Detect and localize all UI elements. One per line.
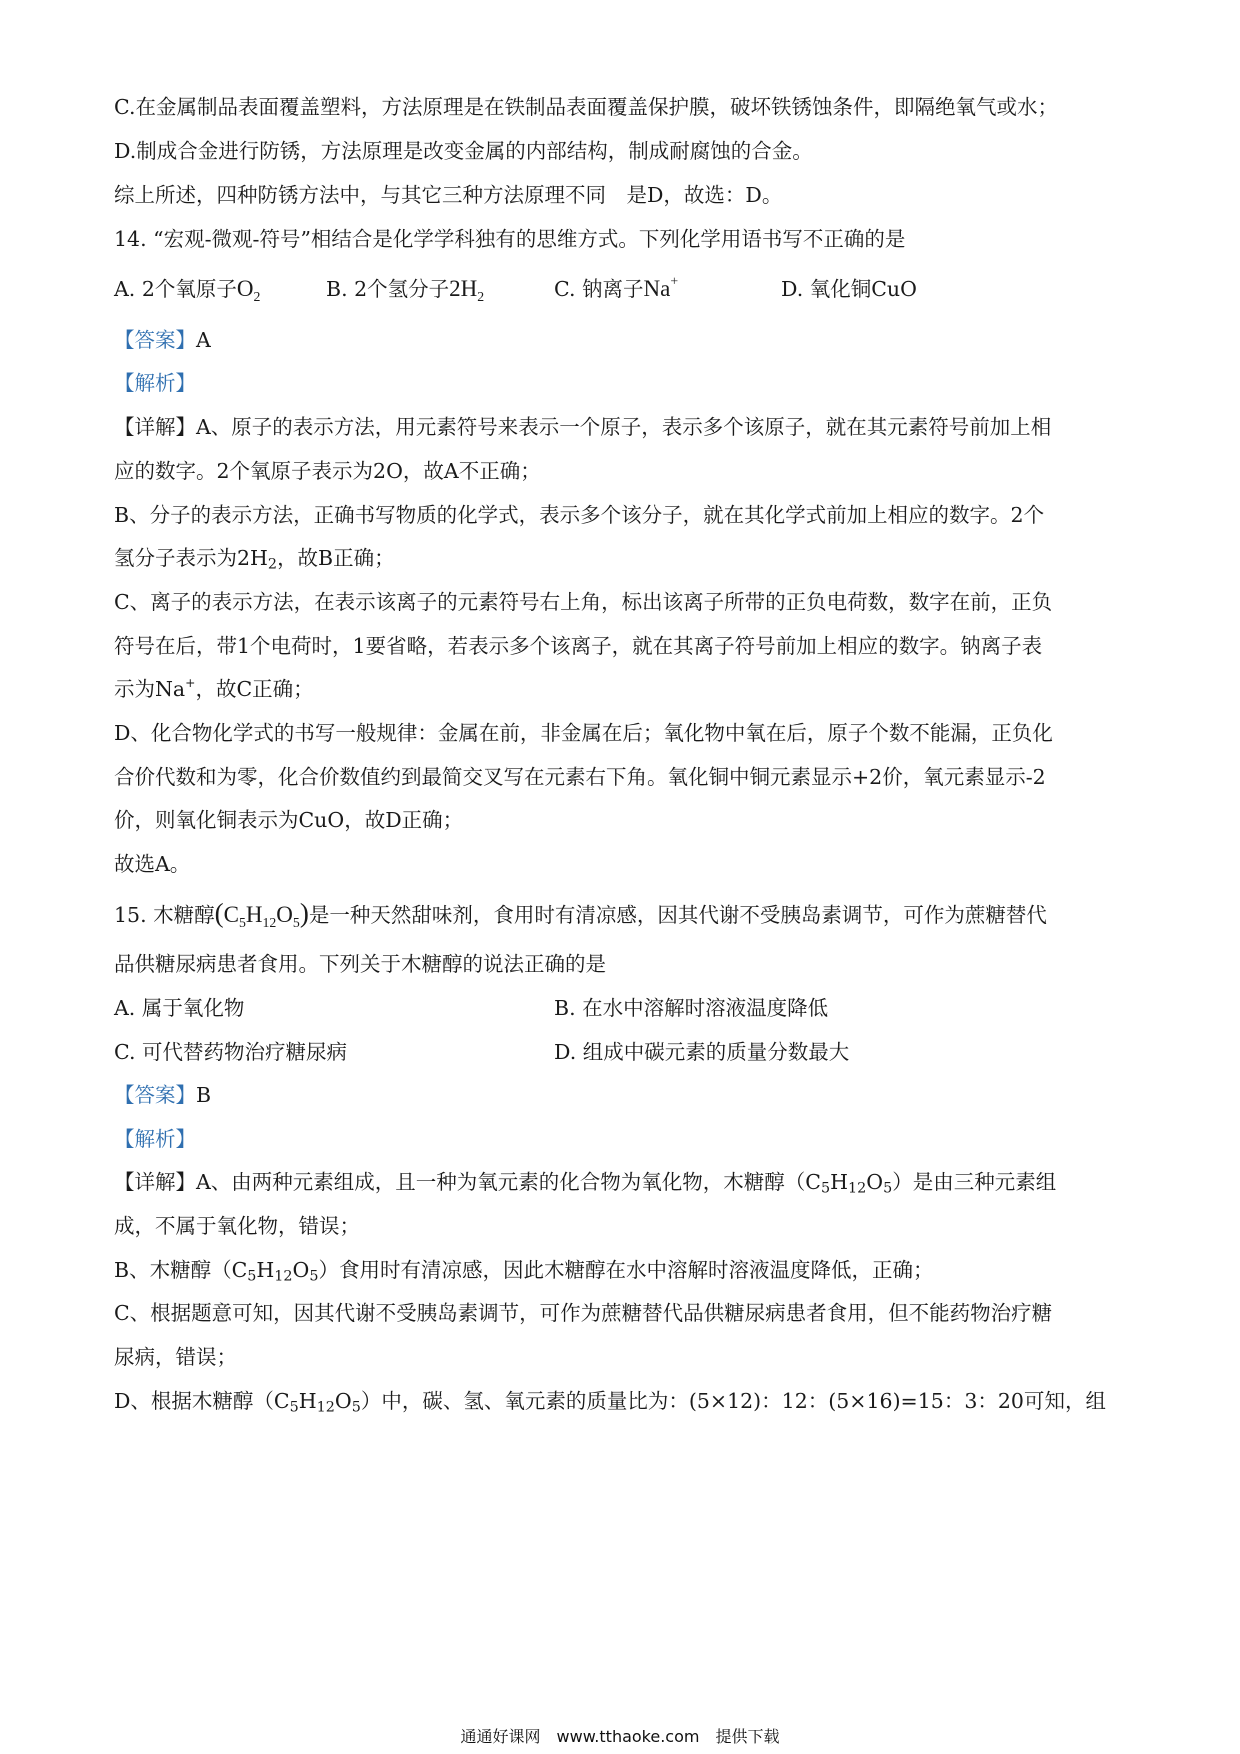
text-line: 应的数字。2个氧原子表示为2O，故A不正确； [114, 459, 541, 483]
answer-line [114, 1080, 211, 1110]
text-line: 合价代数和为零，化合价数值约到最简交叉写在元素右下角。氧化铜中铜元素显示+2价，氧元素显示-2 [114, 765, 1046, 789]
text-line: 品供糖尿病患者食用。下列关于木糖醇的说法正确的是 [114, 952, 606, 976]
text-line: 符号在后，带1个电荷时，1要省略，若表示多个该离子，就在其离子符号前加上相应的数字。钠离子表 [114, 634, 1043, 658]
option-c: C. 钠离子Na+ [554, 273, 679, 301]
formula: $O_2$ [236, 276, 261, 304]
text-line: D、根据木糖醇（C5H12O5）中，碳、氢、氧元素的质量比为：(5×12)：12：(5×16)=15：3：20可知，组 [114, 1389, 1106, 1416]
text-line: 示为Na+，故C正确； [114, 675, 314, 701]
option-a: A. 属于氧化物 [114, 996, 245, 1020]
option-b: B. 在水中溶解时溶液温度降低 [554, 996, 829, 1020]
detail-tag: 【详解】 [114, 415, 196, 439]
page-footer: 通通好课网 www.tthaoke.com 提供下载 [460, 1727, 780, 1746]
formula: $2H_2$ [449, 276, 485, 304]
answer-value: A [196, 328, 211, 352]
detail-tag: 【详解】 [114, 1170, 196, 1194]
text-line: 综上所述，四种防锈方法中，与其它三种方法原理不同 是D，故选：D。 [114, 183, 783, 207]
text-line: C.在金属制品表面覆盖塑料，方法原理是在铁制品表面覆盖保护膜，破坏铁锈蚀条件，即隔绝氧气或水； [114, 95, 1058, 119]
text-line: B、分子的表示方法，正确书写物质的化学式，表示多个该分子，就在其化学式前加上相应的数字。2个 [114, 503, 1045, 527]
answer-tag: 【答案】 [114, 328, 196, 352]
text-line: 故选A。 [114, 852, 191, 876]
option-d: D. 氧化铜CuO [781, 277, 917, 301]
option-a: A. 2个氧原子$O_2$ [114, 276, 261, 304]
text-line: C、离子的表示方法，在表示该离子的元素符号右上角，标出该离子所带的正负电荷数，数字在前，正负 [114, 590, 1053, 614]
option-b: B. 2个氢分子$2H_2$ [326, 276, 485, 304]
answer-line [114, 325, 211, 355]
option-d: D. 组成中碳元素的质量分数最大 [554, 1040, 850, 1064]
text-line: D、化合物化学式的书写一般规律：金属在前，非金属在后；氧化物中氧在后，原子个数不能漏，正负化 [114, 721, 1053, 745]
detail-line: 【详解】A、由两种元素组成，且一种为氧元素的化合物为氧化物，木糖醇（C5H12O5）是由三种元素组 [114, 1170, 1057, 1197]
question-14-stem: 14. “宏观-微观-符号”相结合是化学学科独有的思维方式。下列化学用语书写不正确的是 [114, 227, 906, 251]
text-line: 氢分子表示为2H2，故B正确； [114, 546, 395, 573]
option-c: C. 可代替药物治疗糖尿病 [114, 1040, 347, 1064]
analysis-tag: 【解析】 [114, 1127, 196, 1151]
question-15-stem: 15. 木糖醇$(C_5H_{12}O_5)$是一种天然甜味剂，食用时有清凉感，因其代谢不受胰岛素调节，可作为蔗糖替代 [114, 898, 1047, 930]
answer-value: B [196, 1083, 212, 1107]
detail-line: 【详解】A、原子的表示方法，用元素符号来表示一个原子，表示多个该原子，就在其元素符号前加上相 [114, 415, 1052, 439]
text-line: D.制成合金进行防锈，方法原理是改变金属的内部结构，制成耐腐蚀的合金。 [114, 139, 813, 163]
text-line: C、根据题意可知，因其代谢不受胰岛素调节，可作为蔗糖替代品供糖尿病患者食用，但不能药物治疗糖 [114, 1301, 1053, 1325]
text-line: 尿病，错误； [114, 1345, 237, 1369]
answer-tag: 【答案】 [114, 1083, 196, 1107]
text-line: B、木糖醇（C5H12O5）食用时有清凉感，因此木糖醇在水中溶解时溶液温度降低，正确； [114, 1258, 934, 1285]
text-line: 价，则氧化铜表示为CuO，故D正确； [114, 808, 464, 832]
formula: CuO [871, 277, 917, 301]
analysis-tag: 【解析】 [114, 371, 196, 395]
text-line: 成，不属于氧化物，错误； [114, 1214, 360, 1238]
formula: Na+ [643, 273, 679, 301]
formula-xylitol: $(C_5H_{12}O_5)$ [214, 898, 309, 930]
